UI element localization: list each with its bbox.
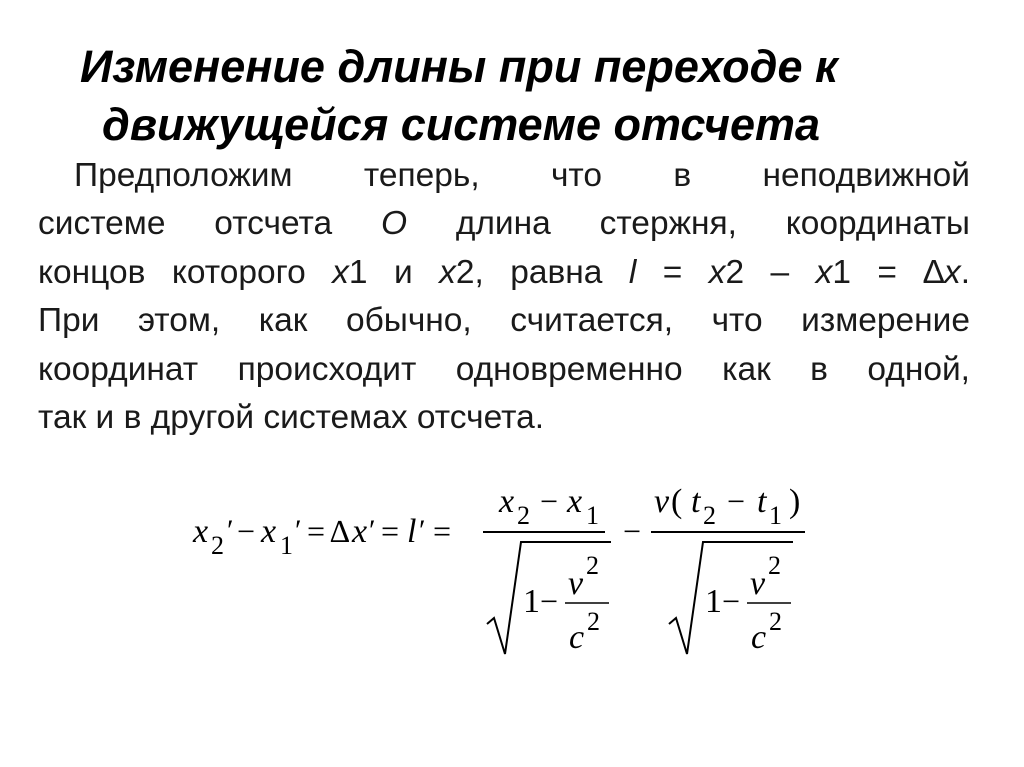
formula-equals: = <box>433 513 452 549</box>
paragraph-line-2 <box>38 200 970 248</box>
formula-svg <box>185 484 825 674</box>
formula-subscript: 2 <box>517 501 530 530</box>
paragraph-line-5: координат происходит одновременно как в одной, <box>38 350 970 388</box>
reference-frame-o: O <box>380 205 407 243</box>
formula-prime: ′ <box>419 514 426 547</box>
formula-minus: − <box>540 583 559 619</box>
formula-minus: − <box>540 484 559 519</box>
formula-paren: ) <box>789 484 801 520</box>
formula-equals: = <box>307 513 326 549</box>
formula-x: x <box>261 513 277 550</box>
text-span: длина стержня, координаты <box>407 205 970 243</box>
formula-minus: − <box>237 513 256 549</box>
body-paragraph <box>38 152 970 442</box>
formula-x: x <box>352 513 368 550</box>
formula-v: v <box>568 565 584 602</box>
var-x: x <box>943 253 961 291</box>
text-span: системе отсчета <box>38 205 381 243</box>
formula-t: t <box>757 484 767 520</box>
text-span: 2, равна <box>455 253 629 291</box>
paragraph-line-1: Предположим теперь, что в неподвижной <box>74 157 970 194</box>
delta-symbol: ∆ <box>923 253 944 291</box>
var-x: x <box>815 253 833 291</box>
formula-v: v <box>750 565 766 602</box>
text-span: концов которого <box>38 253 333 291</box>
formula-v: v <box>654 484 670 520</box>
formula-minus: − <box>623 513 642 549</box>
formula-superscript: 2 <box>769 607 782 636</box>
title-line-1: Изменение длины при переходе к <box>80 41 838 92</box>
formula-minus: − <box>727 484 746 519</box>
text-span: 1 и <box>348 253 440 291</box>
formula-subscript: 1 <box>586 501 599 530</box>
formula-x: x <box>499 484 515 520</box>
var-x: x <box>332 253 349 291</box>
formula-paren: ( <box>671 484 683 520</box>
text-span: 2 – <box>725 253 816 291</box>
formula-x: x <box>193 513 209 550</box>
formula-superscript: 2 <box>768 551 781 580</box>
var-x: x <box>439 253 456 291</box>
text-span: 1 = <box>832 253 924 291</box>
formula-subscript: 2 <box>703 501 716 530</box>
text-span: = <box>636 253 709 291</box>
length-contraction-formula <box>185 484 825 674</box>
formula-prime: ′ <box>369 514 376 547</box>
slide-title <box>80 38 960 154</box>
formula-prime: ′ <box>295 514 302 547</box>
paragraph-line-4: При этом, как обычно, считается, что измерение <box>38 302 970 340</box>
formula-one: 1 <box>523 583 540 620</box>
formula-one: 1 <box>705 583 722 620</box>
formula-c: c <box>751 619 767 656</box>
formula-x: x <box>567 484 583 520</box>
formula-superscript: 2 <box>586 551 599 580</box>
text-span: . <box>960 253 970 291</box>
formula-t: t <box>691 484 701 520</box>
formula-l: l <box>407 513 417 550</box>
formula-c: c <box>569 619 585 656</box>
formula-superscript: 2 <box>587 607 600 636</box>
paragraph-line-6: так и в другой системах отсчета. <box>38 399 545 437</box>
formula-minus: − <box>722 583 741 619</box>
formula-delta: ∆ <box>330 513 350 549</box>
var-l: l <box>628 253 637 291</box>
title-line-2: движущейся системе отсчета <box>102 99 821 150</box>
paragraph-line-3 <box>38 249 970 297</box>
formula-subscript: 1 <box>280 531 293 560</box>
formula-equals: = <box>381 513 400 549</box>
var-x: x <box>708 253 726 291</box>
formula-subscript: 2 <box>211 531 224 560</box>
formula-prime: ′ <box>227 514 234 547</box>
formula-subscript: 1 <box>769 501 782 530</box>
